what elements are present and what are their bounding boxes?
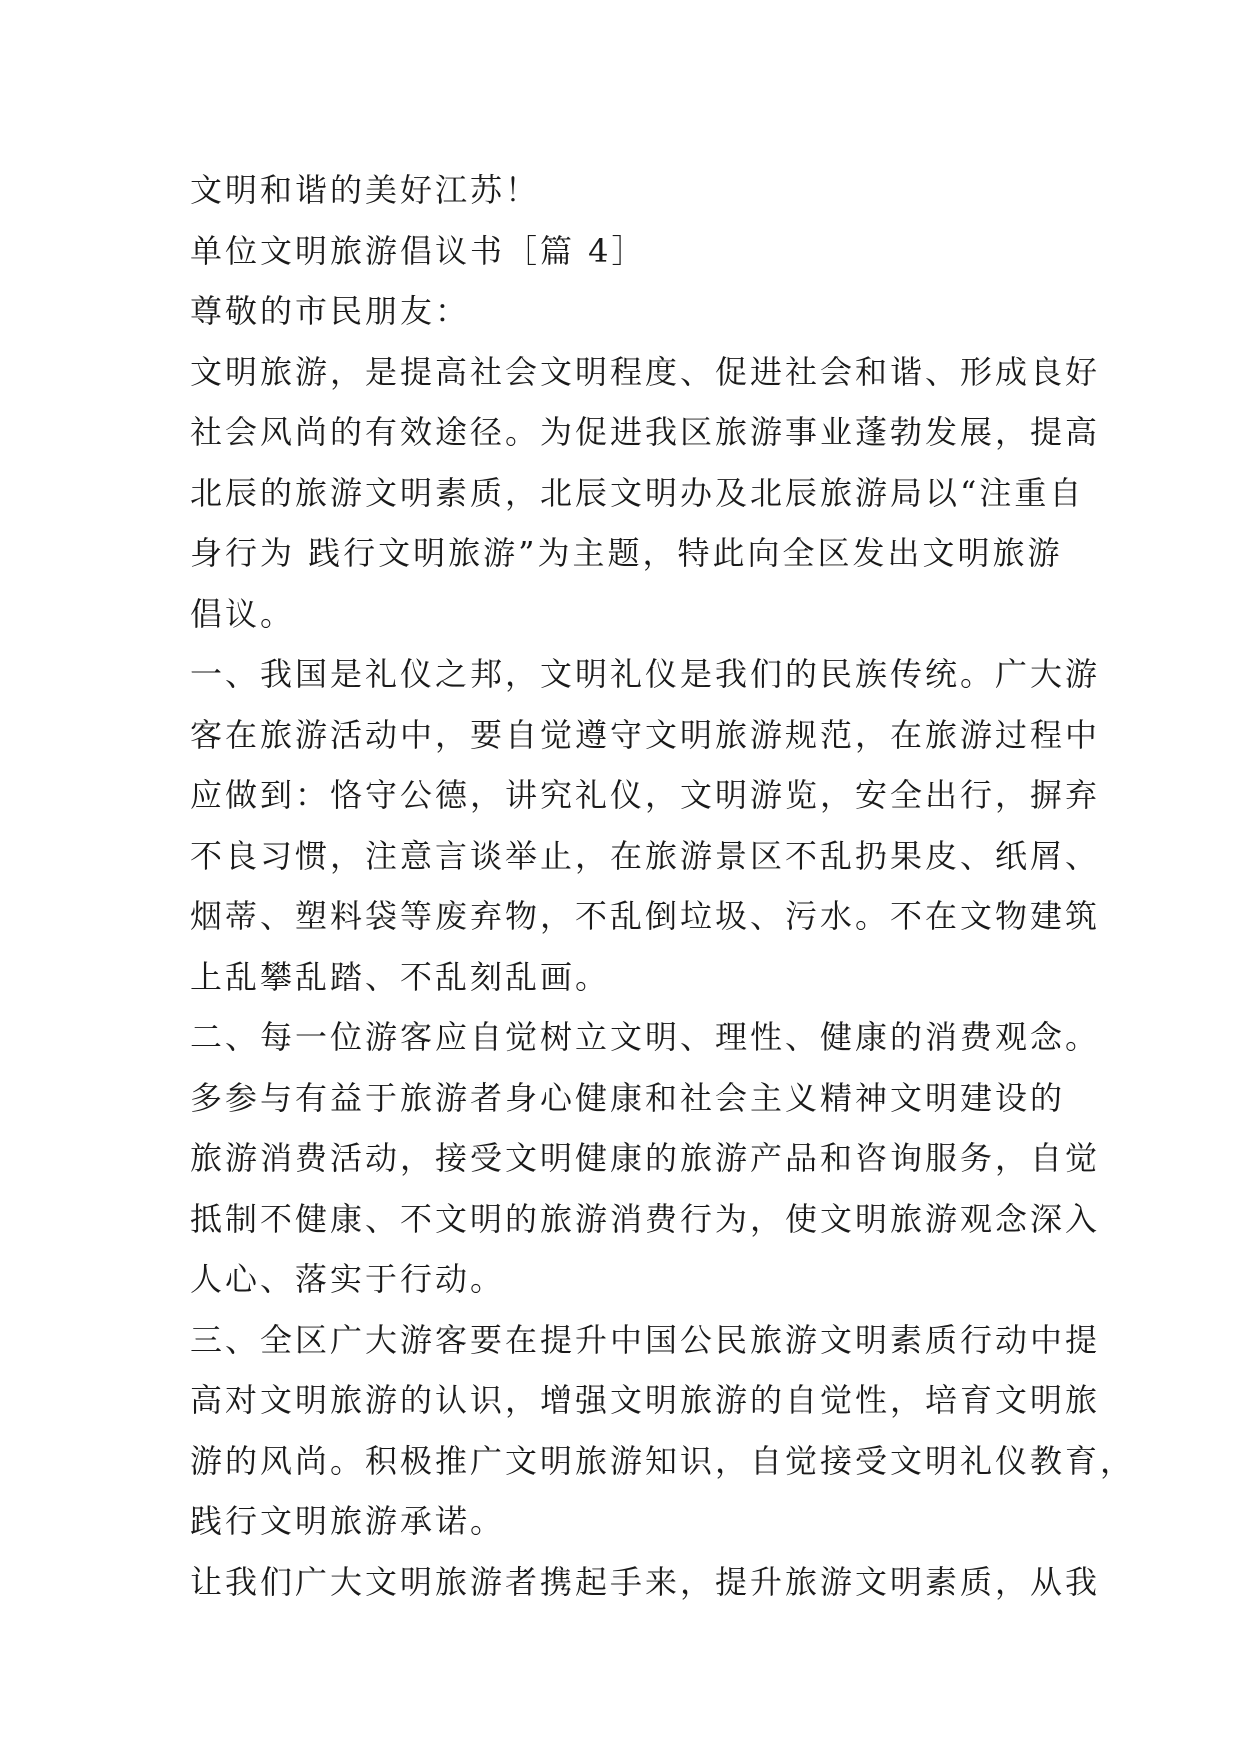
text-line: 身行为 践行文明旅游”为主题，特此向全区发出文明旅游 <box>190 534 1063 572</box>
text-line: 倡议。 <box>190 594 296 633</box>
text-line: 人心、落实于行动。 <box>190 1260 506 1298</box>
section-heading: 单位文明旅游倡议书［篇 4］ <box>190 231 647 270</box>
text-line: 旅游消费活动，接受文明健康的旅游产品和咨询服务，自觉 <box>190 1139 1101 1177</box>
text-line: 让我们广大文明旅游者携起手来，提升旅游文明素质，从我 <box>190 1562 1101 1601</box>
text-line: 上乱攀乱踏、不乱刻乱画。 <box>190 957 611 996</box>
text-line: 游的风尚。积极推广文明旅游知识，自觉接受文明礼仪教育， <box>190 1441 1136 1480</box>
text-line: 客在旅游活动中，要自觉遵守文明旅游规范，在旅游过程中 <box>190 715 1101 754</box>
text-line: 一、我国是礼仪之邦，文明礼仪是我们的民族传统。广大游 <box>190 655 1101 693</box>
text-line: 抵制不健康、不文明的旅游消费行为，使文明旅游观念深入 <box>190 1199 1101 1238</box>
text-line: 三、全区广大游客要在提升中国公民旅游文明素质行动中提 <box>190 1320 1101 1359</box>
text-line: 应做到：恪守公德，讲究礼仪，文明游览，安全出行，摒弃 <box>190 776 1101 814</box>
document-body <box>190 160 1136 1612</box>
text-line: 北辰的旅游文明素质，北辰文明办及北辰旅游局以“注重自 <box>190 473 1085 512</box>
text-line: 烟蒂、塑料袋等废弃物，不乱倒垃圾、污水。不在文物建筑 <box>190 897 1101 935</box>
text-line: 社会风尚的有效途径。为促进我区旅游事业蓬勃发展，提高 <box>190 413 1101 451</box>
text-line: 践行文明旅游承诺。 <box>190 1502 506 1540</box>
text-line: 不良习惯，注意言谈举止，在旅游景区不乱扔果皮、纸屑、 <box>190 836 1101 875</box>
text-line: 二、每一位游客应自觉树立文明、理性、健康的消费观念。 <box>190 1018 1101 1056</box>
text-line: 多参与有益于旅游者身心健康和社会主义精神文明建设的 <box>190 1078 1066 1117</box>
text-line: 文明和谐的美好江苏！ <box>190 171 541 209</box>
text-line: 文明旅游，是提高社会文明程度、促进社会和谐、形成良好 <box>190 352 1101 391</box>
text-line: 高对文明旅游的认识，增强文明旅游的自觉性，培育文明旅 <box>190 1381 1101 1419</box>
salutation: 尊敬的市民朋友： <box>190 292 471 330</box>
